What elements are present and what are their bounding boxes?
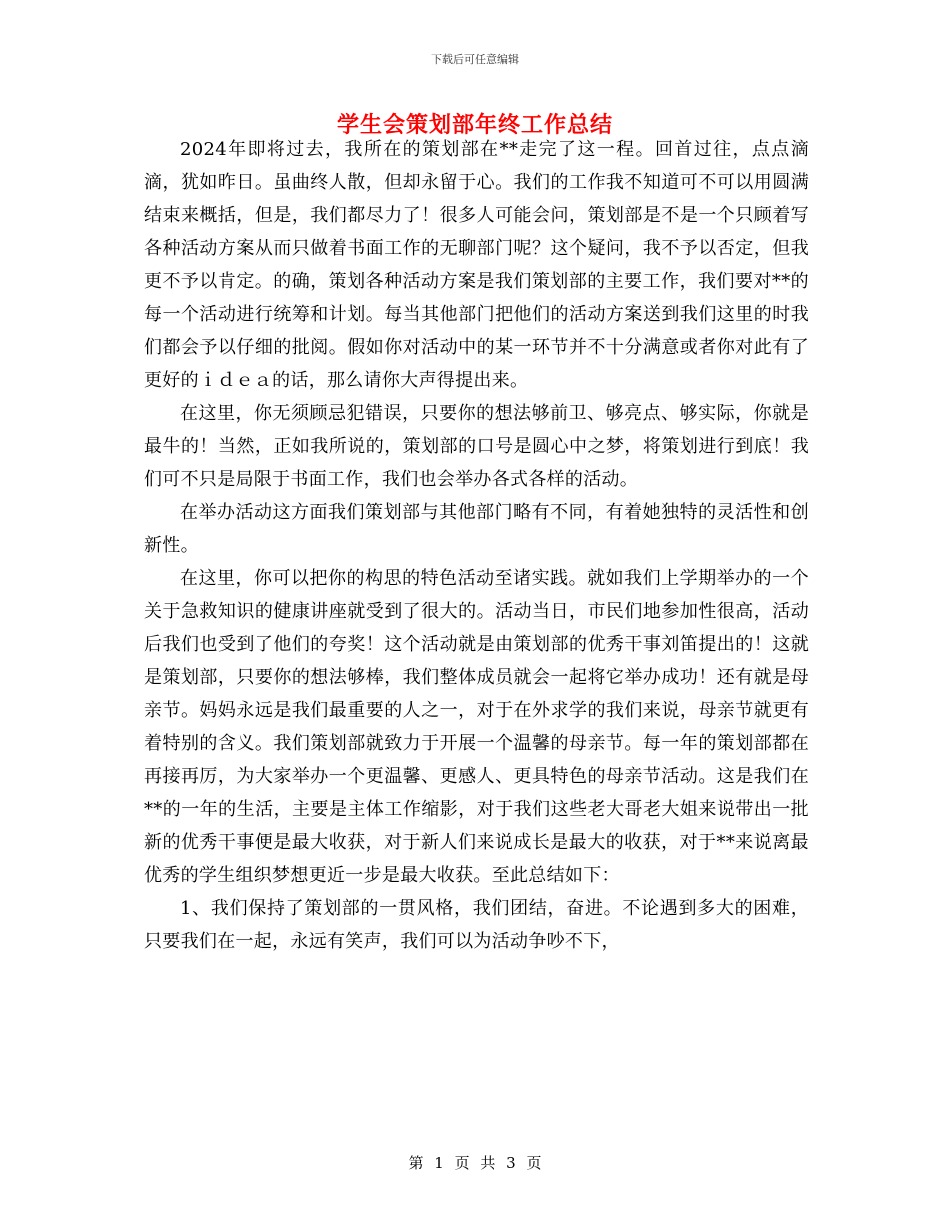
paragraph-2: 在这里，你无须顾忌犯错误，只要你的想法够前卫、够亮点、够实际，你就是最牛的！当然，正如我所说的，策划部的口号是圆心中之梦，将策划进行到底！我们可不只是局限于书面工作，我们也会举办各式各样的活动。: [144, 403, 809, 490]
document-title: 学生会策划部年终工作总结: [336, 112, 613, 138]
paragraph-3: 在举办活动这方面我们策划部与其他部门略有不同，有着她独特的灵活性和创新性。: [144, 502, 809, 556]
page-header-note: 下载后可任意编辑: [431, 53, 519, 66]
paragraph-4: 在这里，你可以把你的构思的特色活动至诸实践。就如我们上学期举办的一个关于急救知识的健康讲座就受到了很大的。活动当日，市民们地参加性很高，活动后我们也受到了他们的夸奖！这个活动就是由策划部的优秀干事刘笛提出的！这就是策划部，只要你的想法够棒，我们整体成员就会一起将它举办成功！还有就是母亲节。妈妈永远是我们最重要的人之一，对于在外求学的我们来说，母亲节就更有着特别的含义。我们策划部就致力于开展一个温馨的母亲节。每一年的策划部都在再接再厉，为大家举办一个更温馨、更感人、更具特色的母亲节活动。这是我们在**的一年的生活，主要是主体工作缩影，对于我们这些老大哥老大姐来说带出一批新的优秀干事便是最大收获，对于新人们来说成长是最大的收获，对于**来说离最优秀的学生组织梦想更近一步是最大收获。至此总结如下：: [144, 568, 809, 886]
page-number-footer: 第 1 页 共 3 页: [408, 1154, 542, 1172]
document-body: [144, 133, 809, 958]
paragraph-5: 1、我们保持了策划部的一贯风格，我们团结，奋进。不论遇到多大的困难，只要我们在一起，永远有笑声，我们可以为活动争吵不下，: [144, 898, 809, 952]
paragraph-1: 2024年即将过去，我所在的策划部在**走完了这一程。回首过往，点点滴滴，犹如昨日。虽曲终人散，但却永留于心。我们的工作我不知道可不可以用圆满结束来概括，但是，我们都尽力了！很多人可能会问，策划部是不是一个只顾着写各种活动方案从而只做着书面工作的无聊部门呢？这个疑问，我不予以否定，但我更不予以肯定。的确，策划各种活动方案是我们策划部的主要工作，我们要对**的每一个活动进行统筹和计划。每当其他部门把他们的活动方案送到我们这里的时我们都会予以仔细的批阅。假如你对活动中的某一环节并不十分满意或者你对此有了更好的ｉｄｅａ的话，那么请你大声得提出来。: [144, 139, 809, 391]
